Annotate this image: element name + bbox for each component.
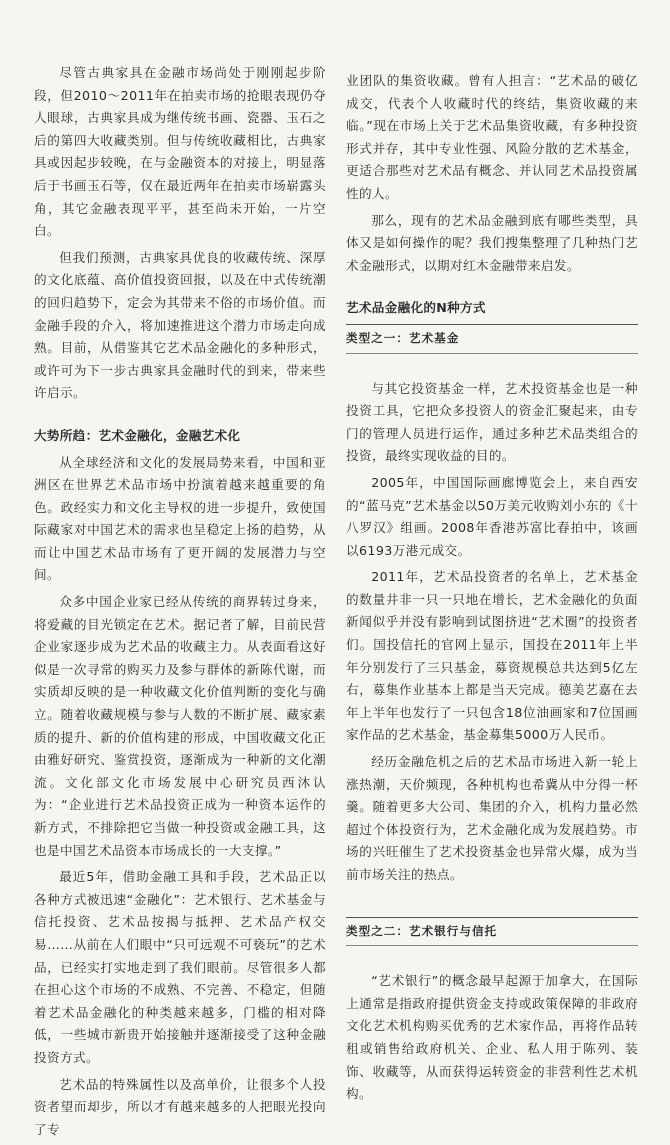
section-heading: 艺术品金融化的N种方式 [346, 300, 486, 316]
body-paragraph: 尽管古典家具在金融市场尚处于刚刚起步阶段，但2010～2011年在拍卖市场的抢眼表现仍夺人眼球，古典家具成为继传统书画、瓷器、玉石之后的第四大收藏类别。但与传统收藏相比，古典家具或因起步较晚，在与金融资本的对接上，明显落后于书画玉石等，仅在最近两年在拍卖市场崭露头角，其它金融表现平平，甚至尚未开始，一片空白。 [34, 65, 326, 239]
body-paragraph: 经历金融危机之后的艺术品市场进入新一轮上涨热潮，天价频现，各种机构也希冀从中分得一杯羹。随着更多大公司、集团的介入，机构力量必然超过个体投资行为，艺术金融化成为发展趋势。市场的兴旺催生了艺术投资基金也异常火爆，成为当前市场关注的热点。 [346, 754, 638, 882]
right-column [346, 70, 638, 1110]
subsection-heading-art-bank: 类型之二：艺术银行与信托 [346, 917, 638, 947]
body-paragraph: 艺术品的特殊属性以及高单价，让很多个人投资者望而却步，所以才有越来越多的人把眼光投向了专 [34, 1076, 326, 1137]
body-paragraph: 那么，现有的艺术品金融到底有哪些类型，具体又是如何操作的呢？我们搜集整理了几种热门艺术金融形式，以期对红木金融带来启发。 [346, 212, 638, 273]
body-paragraph: 从全球经济和文化的发展局势来看，中国和亚洲区在世界艺术品市场中扮演着越来越重要的角色。政经实力和文化主导权的进一步提升，致使国际藏家对中国艺术的需求也呈稳定上扬的趋势，从而让中国艺术品市场有了更开阔的发展潜力与空间。 [34, 454, 326, 583]
body-paragraph-continued: 业团队的集资收藏。曾有人担言：“艺术品的破亿成交，代表个人收藏时代的终结，集资收藏的来临。”现在市场上关于艺术品集资收藏，有多种投资形式并存，其中专业性强、风险分散的艺术基金，更适合那些对艺术品有概念、并认同艺术品投资属性的人。 [346, 73, 638, 201]
body-paragraph: 2011年，艺术品投资者的名单上，艺术基金的数量井非一只一只地在增长，艺术金融化的负面新闻似乎并没有影响到试图挤进“艺术圈”的投资者们。国投信托的官网上显示，国投在2011年上半年分别发行了三只基金，募资规模总共达到5亿左右，募集作业基本上都是当天完成。德美艺嘉在去年上半年也发行了一只包含18位油画家和7位国画家作品的艺术基金，基金募集5000万人民币。 [346, 569, 638, 743]
body-paragraph: “艺术银行”的概念最早起源于加拿大，在国际上通常是指政府提供资金支持或政策保障的非政府文化艺术机构购买优秀的艺术家作品，再将作品转租或销售给政府机关、企业、私人用于陈列、装饰、收藏等，从而获得运转资金的非营利性艺术机构。 [346, 973, 638, 1102]
left-column [34, 62, 326, 1145]
section-heading: 大势所趋：艺术金融化，金融艺术化 [34, 427, 241, 443]
body-paragraph: 众多中国企业家已经从传统的商界转过身来，将爱藏的目光锁定在艺术。据记者了解，目前民营企业家逐步成为艺术品的收藏主力。从表面看这好似是一次寻常的购买力及参与群体的新陈代谢，而实质却反映的是一种收藏文化价值判断的变化与确立。随着收藏规模与参与人数的不断扩展、藏家素质的提升、新的价值构建的形成，中国收藏文化正由雅好研究、鉴赏投资，逐渐成为一种新的文化潮流。文化部文化市场发展中心研究员西沐认为：“企业进行艺术品投资正成为一种资本运作的新方式，不排除把它当做一种投资或金融工具，这也是中国艺术品资本市场成长的一大支撑。” [34, 594, 326, 858]
body-paragraph: 最近5年，借助金融工具和手段，艺术品正以各种方式被迅速“金融化”：艺术银行、艺术基金与信托投资、艺术品按揭与抵押、艺术品产权交易……从前在人们眼中“只可远观不可亵玩”的艺术品，已经实打实地走到了我们眼前。尽管很多人都在担心这个市场的不成熟、不完善、不稳定，但随着艺术品金融化的种类越来越多，门槛的相对降低，一些城市新贵开始接触并逐渐接受了这种金融投资方式。 [34, 869, 326, 1065]
body-paragraph: 与其它投资基金一样，艺术投资基金也是一种投资工具，它把众多投资人的资金汇聚起来，由专门的管理人员进行运作，通过多种艺术品类组合的投资，最终实现收益的目的。 [346, 380, 638, 464]
subsection-heading-art-fund: 类型之一：艺术基金 [346, 324, 638, 354]
body-paragraph: 2005年，中国国际画廊博览会上，来自西安的“蓝马克”艺术基金以50万美元收购刘小东的《十八罗汉》组画。2008年香港苏富比春拍中，该画以6193万港元成交。 [346, 474, 638, 558]
body-paragraph: 但我们预测，古典家具优良的收藏传统、深厚的文化底蕴、高价值投资回报，以及在中式传统潮的回归趋势下，定会为其带来不俗的市场价值。而金融手段的介入，将加速推进这个潜力市场走向成熟。目前，从借鉴其它艺术品金融化的多种形式，或许可为下一步古典家具金融时代的到来，带来些许启示。 [34, 249, 326, 401]
